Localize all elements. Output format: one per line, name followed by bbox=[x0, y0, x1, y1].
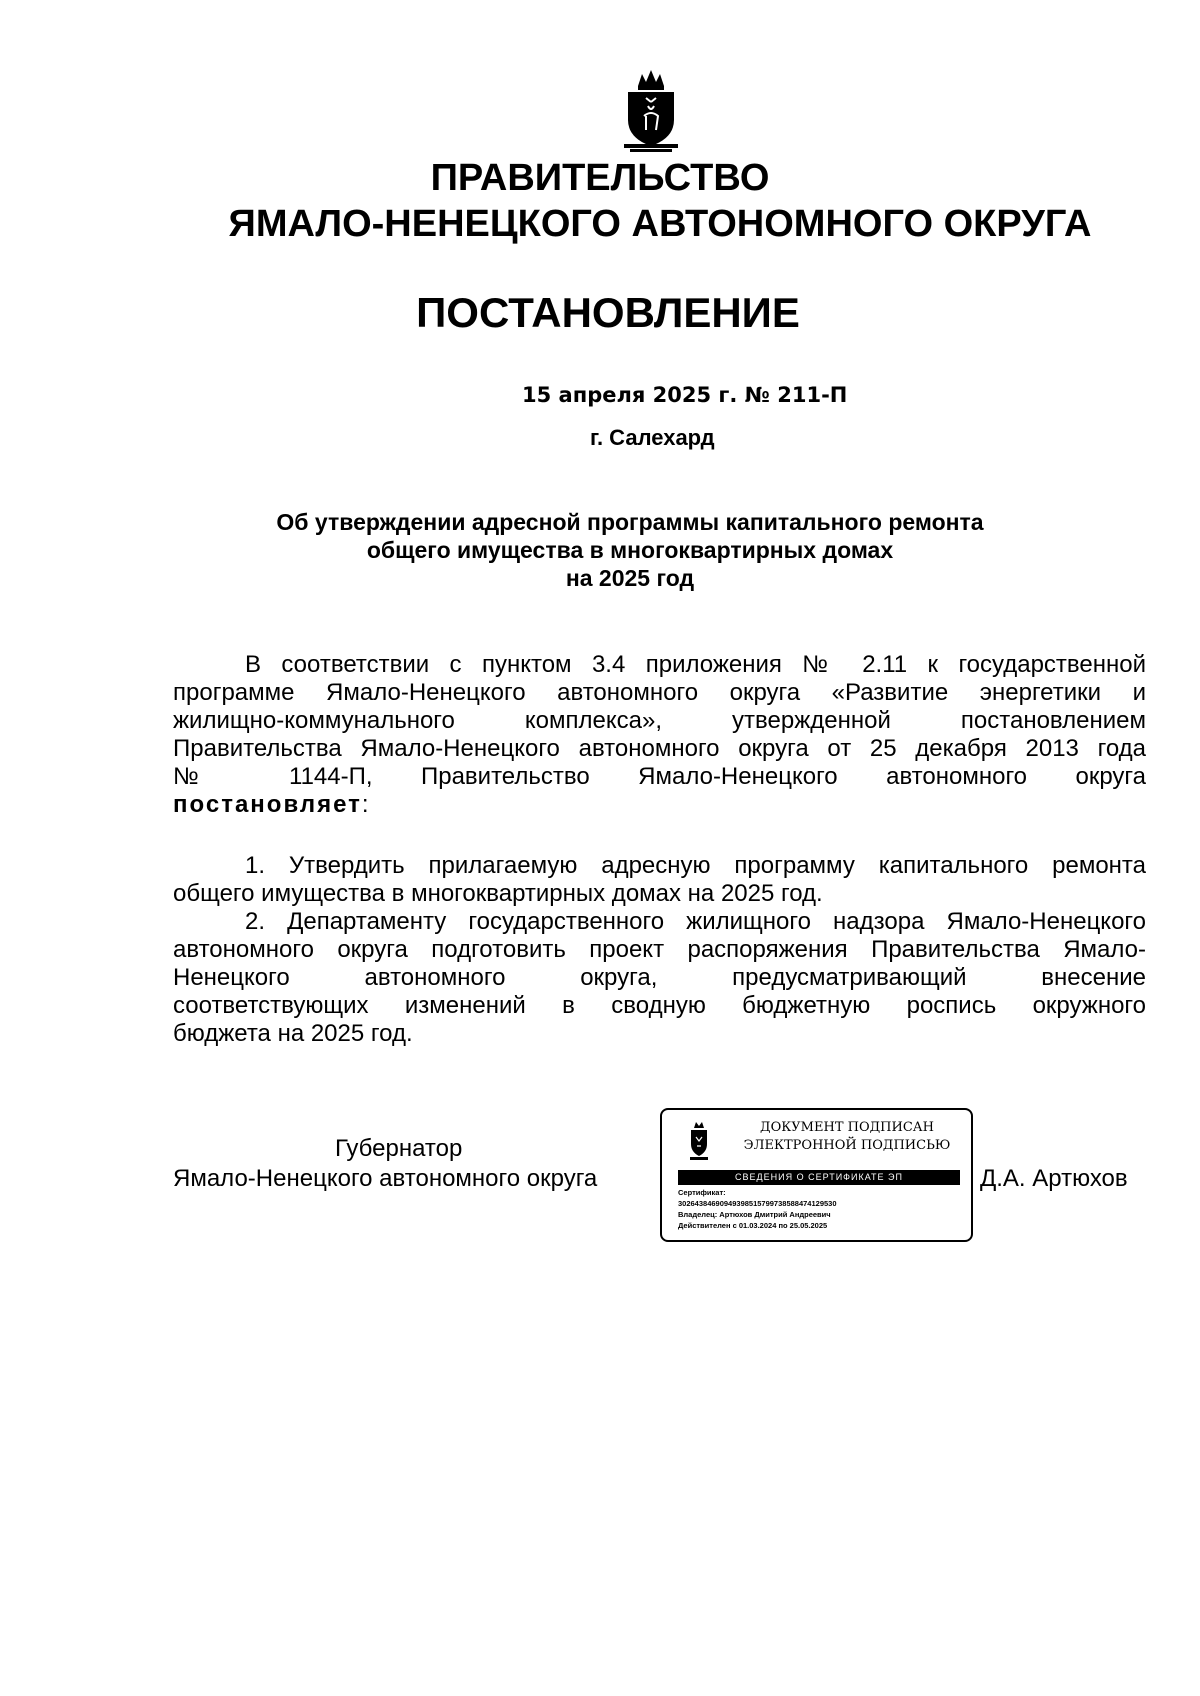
body-line: соответствующих изменений в сводную бюджетную роспись окружного bbox=[173, 992, 1146, 1019]
stamp-title: ЭЛЕКТРОННОЙ ПОДПИСЬЮ bbox=[743, 1138, 951, 1153]
body-line bbox=[173, 791, 1146, 819]
stamp-certificate-header: СВЕДЕНИЯ О СЕРТИФИКАТЕ ЭП bbox=[678, 1170, 960, 1185]
body-line: автономного округа подготовить проект распоряжения Правительства Ямало- bbox=[173, 936, 1146, 963]
document-type-title: ПОСТАНОВЛЕНИЕ bbox=[416, 289, 800, 336]
body-line: программе Ямало-Ненецкого автономного округа «Развитие энергетики и bbox=[173, 679, 1146, 706]
document-date-number: 15 апреля 2025 г. № 211-П bbox=[522, 383, 848, 407]
signatory-region: Ямало-Ненецкого автономного округа bbox=[173, 1165, 598, 1192]
signatory-title: Губернатор bbox=[335, 1135, 463, 1162]
subject-line: Об утверждении адресной программы капитального ремонта bbox=[276, 509, 984, 535]
body-line: Ненецкого автономного округа, предусматривающий внесение bbox=[173, 964, 1146, 991]
body-line: бюджета на 2025 год. bbox=[173, 1020, 413, 1047]
body-line: жилищно-коммунального комплекса», утвержденной постановлением bbox=[173, 707, 1146, 734]
government-title-line2: ЯМАЛО-НЕНЕЦКОГО АВТОНОМНОГО ОКРУГА bbox=[228, 203, 1092, 245]
stamp-validity: Действителен с 01.03.2024 по 25.05.2025 bbox=[678, 1221, 828, 1230]
resolution-verb: постановляет bbox=[173, 791, 362, 818]
coat-of-arms-emblem bbox=[620, 68, 682, 154]
document-city: г. Салехард bbox=[590, 425, 715, 450]
stamp-cert-label: Сертификат: bbox=[678, 1188, 726, 1197]
body-line: Правительства Ямало-Ненецкого автономного округа от 25 декабря 2013 года bbox=[173, 735, 1146, 762]
government-title-line1: ПРАВИТЕЛЬСТВО bbox=[430, 157, 770, 199]
body-line: 2. Департаменту государственного жилищного надзора Ямало-Ненецкого bbox=[245, 908, 1146, 935]
body-line: общего имущества в многоквартирных домах на 2025 год. bbox=[173, 880, 823, 907]
subject-line: общего имущества в многоквартирных домах bbox=[366, 537, 894, 563]
stamp-cert-number: 30264384690949398515799738588474129530 bbox=[678, 1199, 837, 1208]
stamp-emblem-icon bbox=[688, 1120, 710, 1162]
stamp-title: ДОКУМЕНТ ПОДПИСАН bbox=[760, 1120, 934, 1135]
stamp-owner: Владелец: Артюхов Дмитрий Андреевич bbox=[678, 1210, 831, 1219]
body-line: В соответствии с пунктом 3.4 приложения № 2.11 к государственной bbox=[245, 651, 1146, 678]
signatory-name: Д.А. Артюхов bbox=[980, 1165, 1128, 1192]
resolution-colon: : bbox=[361, 791, 369, 818]
subject-line: на 2025 год bbox=[565, 565, 695, 591]
body-line: № 1144-П, Правительство Ямало-Ненецкого автономного округа bbox=[173, 763, 1146, 790]
body-line: 1. Утвердить прилагаемую адресную программу капитального ремонта bbox=[245, 852, 1146, 879]
electronic-signature-stamp bbox=[660, 1108, 973, 1242]
